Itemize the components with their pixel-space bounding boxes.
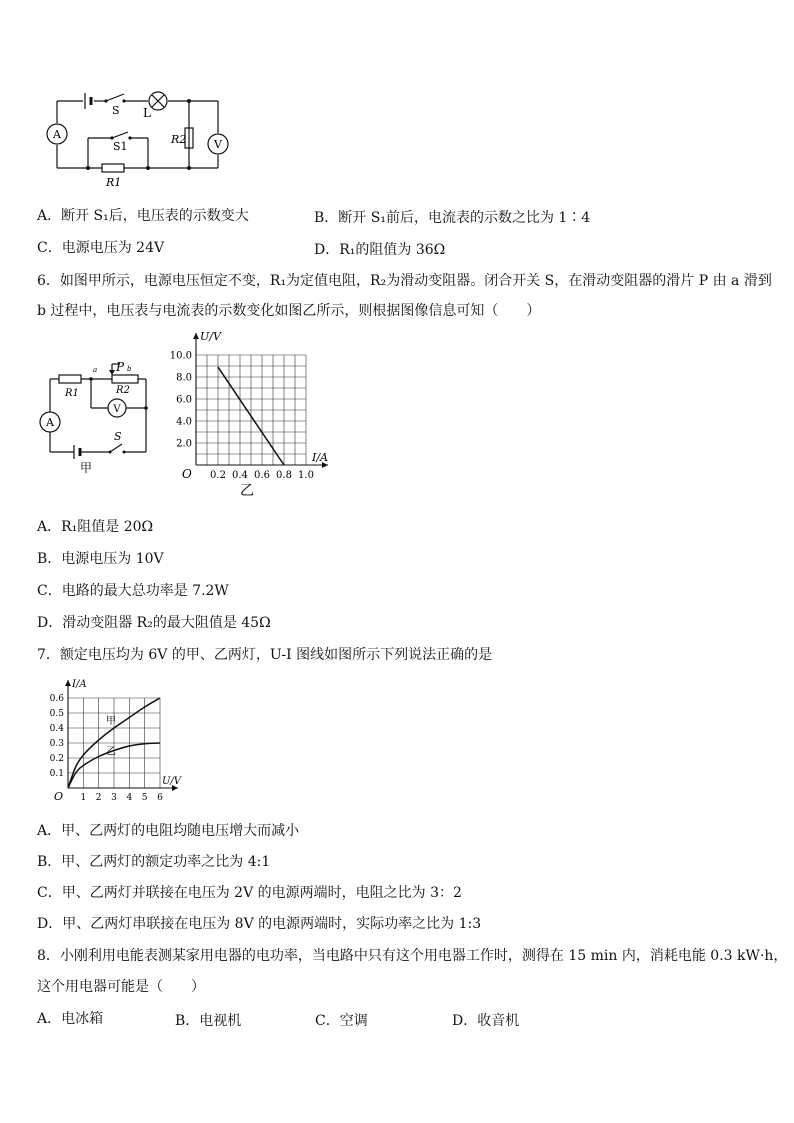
q6-stem-line1: 6．如图甲所示，电源电压恒定不变，R₁为定值电阻，R₂为滑动变阻器。闭合开关 S，在滑动变阻器的滑片 P 由 a 滑到 (37, 273, 772, 289)
slider-end-a-label: a (93, 366, 98, 374)
y-tick-label: 4.0 (176, 416, 192, 428)
q8-stem-line1: 8．小刚利用电能表测某家用电器的电功率，当电路中只有这个用电器工作时，测得在 15 min 内，消耗电能 0.3 kW·h， (37, 948, 788, 964)
x-tick-label: 4 (126, 793, 133, 803)
x-tick-label: 3 (111, 793, 117, 803)
y-tick-label: 0.3 (49, 739, 64, 749)
ammeter-label: A (46, 416, 54, 429)
q6-option-a: A．R₁阻值是 20Ω (37, 519, 154, 535)
x-tick-label: 6 (157, 793, 163, 803)
q7-option-a: A．甲、乙两灯的电阻均随电压增大而减小 (37, 823, 300, 839)
series-label: 乙 (106, 746, 116, 758)
q6-stem-line2: b 过程中，电压表与电流表的示数变化如图乙所示，则根据图像信息可知（ ） (37, 303, 541, 319)
chart-caption: 乙 (240, 483, 254, 499)
r1-label: R1 (106, 176, 122, 189)
q8-stem-line2: 这个用电器可能是（ ） (37, 979, 205, 995)
y-axis-arrow (193, 333, 199, 339)
origin-label: O (54, 790, 64, 803)
y-tick-label: 6.0 (176, 394, 192, 406)
x-tick-label: 5 (141, 793, 148, 803)
y-axis-label: U/V (200, 332, 221, 343)
y-tick-label: 0.6 (49, 694, 64, 704)
series-label: 甲 (106, 716, 116, 727)
q7-option-b: B．甲、乙两灯的额定功率之比为 4:1 (37, 854, 271, 870)
x-tick-label: 1 (80, 793, 87, 803)
switch-s-label: S (114, 430, 122, 443)
switch-s-label: S (112, 104, 120, 117)
q6-option-b: B．电源电压为 10V (37, 551, 164, 567)
r2-label: R2 (171, 133, 187, 146)
y-axis-label: I/A (72, 679, 87, 690)
q6-option-d: D．滑动变阻器 R₂的最大阻值是 45Ω (37, 615, 271, 631)
circuit-caption-jia: 甲 (80, 461, 93, 475)
y-tick-label: 8.0 (176, 372, 192, 384)
q7-i-u-graph (38, 676, 198, 806)
y-tick-label: 2.0 (176, 438, 192, 450)
x-tick-label: 0.8 (276, 470, 292, 481)
x-tick-label: 2 (95, 793, 102, 803)
r2-label: R2 (116, 385, 130, 396)
x-tick-label: 1.0 (298, 470, 314, 481)
q5-option-b: B．断开 S₁前后，电流表的示数之比为 1∶4 (314, 210, 591, 226)
y-axis-arrow (65, 680, 71, 686)
q5-option-c: C．电源电压为 24V (37, 240, 165, 256)
slider-p-label: P (116, 360, 125, 374)
y-tick-label: 0.5 (49, 709, 64, 719)
x-tick-label: 0.4 (232, 470, 248, 481)
q8-option-b: B．电视机 (175, 1013, 242, 1029)
q5-option-d: D．R₁的阻值为 36Ω (314, 242, 446, 258)
x-tick-label: 0.6 (254, 470, 270, 481)
y-tick-label: 0.1 (49, 769, 64, 779)
voltmeter-label: V (214, 138, 222, 151)
q5-option-a: A．断开 S₁后，电压表的示数变大 (37, 208, 249, 224)
q5-circuit-diagram (40, 88, 240, 193)
x-tick-label: 0.2 (210, 470, 226, 481)
y-tick-label: 0.2 (49, 754, 64, 764)
q6-option-c: C．电路的最大总功率是 7.2W (37, 583, 229, 599)
switch-s1-label: S1 (113, 140, 128, 153)
q7-stem: 7．额定电压均为 6V 的甲、乙两灯，U-I 图线如图所示下列说法正确的是 (37, 647, 493, 663)
q7-option-c: C．甲、乙两灯并联接在电压为 2V 的电源两端时，电阻之比为 3：2 (37, 885, 462, 901)
r1-label: R1 (65, 388, 79, 399)
y-tick-label: 10.0 (169, 350, 192, 362)
lamp-l-label: L (143, 106, 151, 120)
x-axis-label: I/A (312, 451, 328, 464)
origin-label: O (182, 467, 192, 481)
ammeter-label: A (53, 128, 61, 141)
q8-option-c: C．空调 (315, 1013, 368, 1029)
q6-circuit-diagram (36, 360, 161, 480)
y-tick-label: 0.4 (49, 724, 64, 734)
slider-end-b-label: b (127, 365, 132, 373)
q7-option-d: D．甲、乙两灯串联接在电压为 8V 的电源两端时，实际功率之比为 1:3 (37, 916, 482, 932)
q8-option-d: D．收音机 (452, 1013, 520, 1029)
q6-u-i-graph (164, 332, 344, 502)
x-axis-label: U/V (162, 776, 182, 787)
q8-option-a: A．电冰箱 (37, 1011, 104, 1027)
voltmeter-label: V (113, 404, 121, 415)
